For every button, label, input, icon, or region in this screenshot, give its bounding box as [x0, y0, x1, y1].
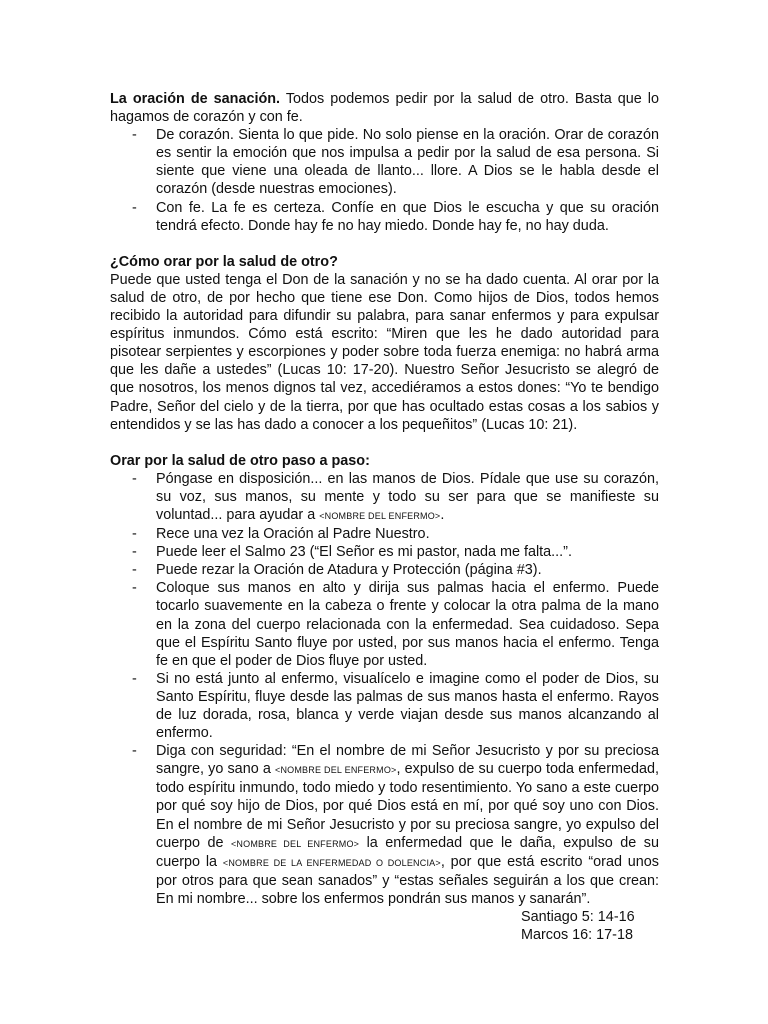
list-item — [110, 525, 659, 543]
bullet-dash: - — [132, 127, 137, 144]
bullet-dash: - — [132, 526, 137, 543]
list-item — [110, 543, 659, 561]
section2-body: Puede que usted tenga el Don de la sanación y no se ha dado cuenta. Al orar por la salud de otro, de por hecho que tiene ese Don. Como hijos de Dios, todos hemos recibido la autoridad para difundir su palabra, para sanar enfermos y para expulsar espíritus inmundos. Cómo está escrito: “Miren que les he dado autoridad para pisotear serpientes y escorpiones y poder sobre toda fuerza enemiga: no habrá arma que les dañe a ustedes” (Lucas 10: 17-20). Nuestro Señor Jesucristo se alegró de que nosotros, los menos dignos tal vez, accediéramos a estos dones: “Yo te bendigo Padre, Señor del cielo y de la tierra, por que has ocultado estas cosas a los sabios y entendidos y se las has dado a conocer a los pequeñitos” (Lucas 10: 21). — [110, 271, 659, 433]
list-item — [110, 561, 659, 579]
step7-text-a: Diga con seguridad: “En el nombre de mi Señor Jesucristo y por su preciosa sangre, yo sano a — [156, 743, 659, 778]
bullet-dash: - — [132, 470, 137, 487]
steps-list — [110, 470, 659, 908]
scripture-references — [521, 908, 659, 944]
list-item-text: Con fe. La fe es certeza. Confíe en que Dios le escucha y que su oración tendrá efecto. Donde hay fe no hay miedo. Donde hay fe, no hay duda. — [156, 199, 659, 234]
step4-text: Puede rezar la Oración de Atadura y Protección (página #3). — [156, 562, 542, 579]
section1-title: La oración de sanación. — [110, 91, 281, 107]
step1-text: Póngase en disposición... en las manos de Dios. Pídale que use su corazón, su voz, sus manos, su mente y todo su ser para que se manifieste su voluntad... para ayudar a — [156, 470, 659, 523]
section1-intro: Todos podemos pedir por la salud de otro. Basta que lo hagamos de corazón y con fe. — [110, 91, 659, 126]
bullet-dash: - — [132, 562, 137, 579]
bullet-dash: - — [132, 743, 137, 760]
section1-paragraph — [110, 90, 659, 126]
placeholder-tag: <NOMBRE DEL ENFERMO> — [230, 838, 360, 849]
list-item — [110, 670, 659, 742]
bullet-dash: - — [132, 580, 137, 597]
step2-text: Rece una vez la Oración al Padre Nuestro. — [156, 526, 430, 543]
placeholder-tag: <NOMBRE DE LA ENFERMEDAD O DOLENCIA> — [222, 857, 441, 868]
bullet-dash: - — [132, 670, 137, 687]
list-item — [110, 470, 659, 525]
step1-end: . — [440, 506, 445, 523]
step7-text-c: la enfermedad que le daña, expulso de su cuerpo la — [156, 834, 659, 870]
step5-text: Coloque sus manos en alto y dirija sus palmas hacia el enfermo. Puede tocarlo suavemente en la cabeza o frente y colocar la otra palma de la mano en la zona del cuerpo relacionada con la enfermedad. Sea cuidadoso. Sepa que el Espíritu Santo fluye por usted, por sus manos hacia el enfermo. Tenga fe en que el poder de Dios fluye por usted. — [156, 580, 659, 669]
step7-text-d: , por que está escrito “orad unos por otros para que sean sanados” y “estas señales seguirán a los que crean: En mi nombre... sobre los enfermos pondrán sus manos y sanarán”. — [156, 853, 660, 907]
list-item — [110, 579, 659, 669]
list-item-text: De corazón. Sienta lo que pide. No solo piense en la oración. Orar de corazón es sentir la emoción que nos impulsa a pedir por la salud de esa persona. Si siente que viene una oleada de llanto... llore. A Dios se le habla desde el corazón (desde nuestras emociones). — [156, 127, 659, 198]
document-page — [110, 90, 659, 944]
section1-list — [110, 126, 659, 235]
step3-text: Puede leer el Salmo 23 (“El Señor es mi pastor, nada me falta...”. — [156, 544, 572, 561]
bullet-dash: - — [132, 199, 137, 216]
reference-marcos: Marcos 16: 17-18 — [521, 927, 633, 944]
section3-title: Orar por la salud de otro paso a paso: — [110, 452, 370, 469]
reference-santiago: Santiago 5: 14-16 — [521, 909, 635, 926]
list-item — [110, 126, 659, 198]
list-item — [110, 742, 659, 908]
step7-text-b: , expulso de su cuerpo toda enfermedad, todo espíritu inmundo, todo miedo y todo resentimiento. Yo sano a este cuerpo por qué soy hijo de Dios, por qué Dios está en mí, por qué soy uno con Dios. En el nombre de mi Señor Jesucristo y por su preciosa sangre, yo expulso del cuerpo de — [156, 761, 659, 851]
placeholder-tag: <NOMBRE DEL ENFERMO> — [319, 510, 441, 521]
step6-text: Si no está junto al enfermo, visualícelo e imagine como el poder de Dios, su Santo Espíritu, fluye desde las palmas de sus manos hasta el enfermo. Rayos de luz dorada, rosa, blanca y verde viajan desde sus manos alcanzando al enfermo. — [156, 670, 659, 742]
list-item — [110, 199, 659, 235]
placeholder-tag: <NOMBRE DEL ENFERMO> — [275, 765, 397, 776]
section2-title: ¿Cómo orar por la salud de otro? — [110, 253, 338, 270]
bullet-dash: - — [132, 544, 137, 561]
